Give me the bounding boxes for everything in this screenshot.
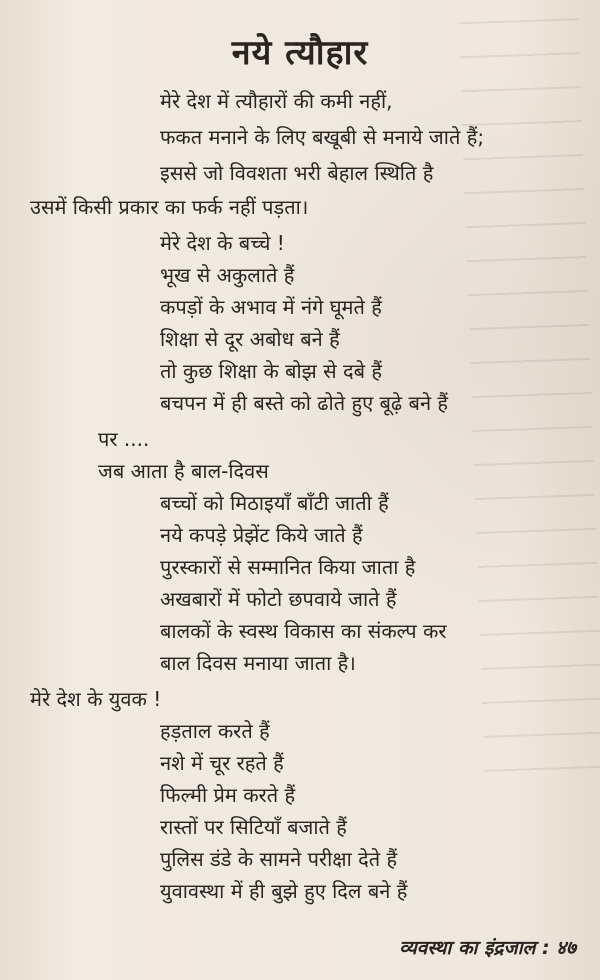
poem-line: इससे जो विवशता भरी बेहाल स्थिति है — [160, 161, 434, 185]
poem-line: रास्तों पर सिटियाँ बजाते हैं — [160, 815, 347, 839]
poem-line: मेरे देश के बच्चे ! — [160, 231, 285, 255]
poem-line: भूख से अकुलाते हैं — [160, 263, 295, 287]
poem-line: बालकों के स्वस्थ विकास का संकल्प कर — [160, 619, 447, 643]
poem-line: नशे में चूर रहते हैं — [160, 751, 284, 775]
poem-line: पुलिस डंडे के सामने परीक्षा देते हैं — [160, 847, 398, 871]
poem-line: पर .... — [98, 427, 150, 451]
poem-line: नये कपड़े प्रेझेंट किये जाते हैं — [160, 523, 363, 547]
poem-line: हड़ताल करते हैं — [160, 719, 270, 743]
poem-line: तो कुछ शिक्षा के बोझ से दबे हैं — [160, 359, 383, 383]
poem-line: फकत मनाने के लिए बखूबी से मनाये जाते हैं; — [160, 125, 485, 149]
poem-title: नये त्यौहार — [231, 33, 369, 73]
poem-line: कपड़ों के अभाव में नंगे घूमते हैं — [160, 295, 382, 319]
poem-line: बच्चों को मिठाइयाँ बाँटी जाती हैं — [160, 491, 389, 515]
poem-line: उसमें किसी प्रकार का फर्क नहीं पड़ता। — [30, 195, 309, 219]
poem-line: युवावस्था में ही बुझे हुए दिल बने हैं — [160, 879, 408, 903]
poem-line: मेरे देश में त्यौहारों की कमी नहीं, — [160, 89, 393, 113]
poem-line: अखबारों में फोटो छपवाये जाते हैं — [160, 587, 397, 611]
poem-line: फिल्मी प्रेम करते हैं — [160, 783, 296, 807]
poem-line: जब आता है बाल-दिवस — [98, 459, 269, 483]
poem-line: बाल दिवस मनाया जाता है। — [160, 651, 356, 675]
page-footer: व्यवस्था का इंद्रजाल : ४७ — [399, 937, 576, 959]
poem-line: बचपन में ही बस्ते को ढोते हुए बूढ़े बने हैं — [160, 391, 449, 415]
poem-line: शिक्षा से दूर अबोध बने हैं — [160, 327, 340, 351]
poem-line: पुरस्कारों से सम्मानित किया जाता है — [160, 555, 416, 579]
poem-line: मेरे देश के युवक ! — [30, 687, 162, 711]
